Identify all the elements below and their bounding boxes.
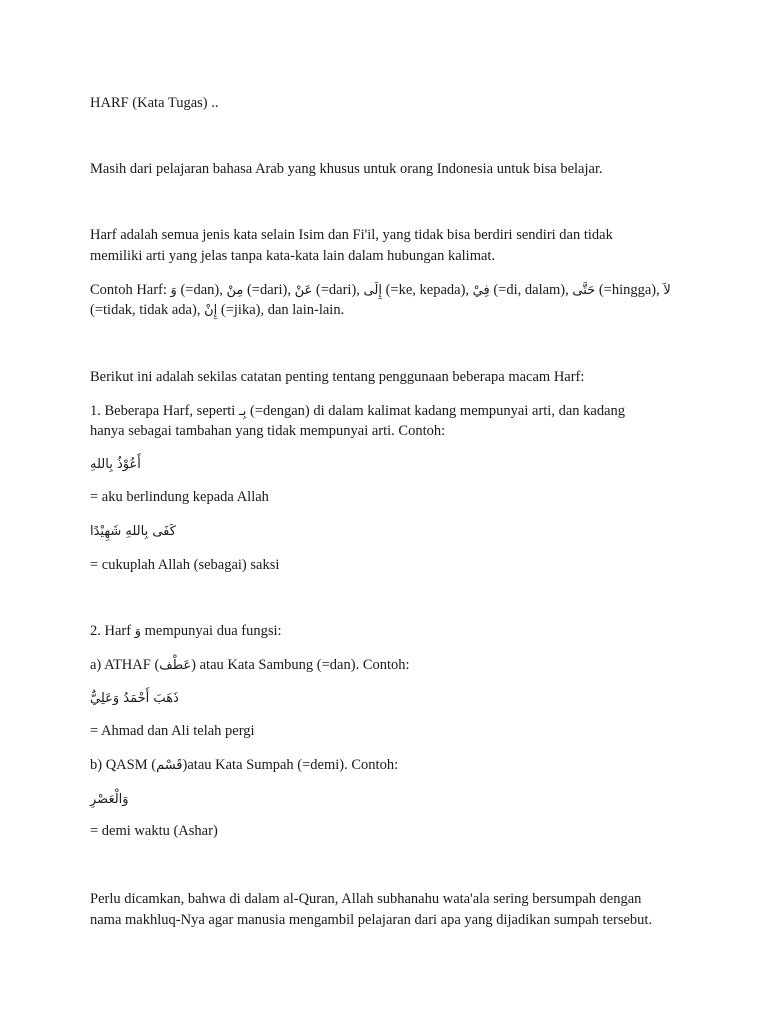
arabic-qasm: قَسْم [156, 758, 183, 773]
athaf-line [90, 655, 410, 676]
arabic-ila: إِلَى [363, 283, 382, 298]
examples-label: Contoh Harf: [90, 282, 167, 298]
point1-example1-translation: = aku berlindung kepada Allah [90, 489, 269, 505]
athaf-example-arabic: ذَهَبَ أَحْمَدُ وَعَلِيٌّ [90, 691, 179, 706]
qasm-example-translation: = demi waktu (Ashar) [90, 823, 218, 839]
notes-intro: Berikut ini adalah sekilas catatan penting tentang penggunaan beberapa macam Harf: [90, 369, 585, 385]
fi-meaning: (=di, dalam), [493, 282, 569, 298]
arabic-hatta: حَتَّى [572, 283, 596, 298]
intro-paragraph: Masih dari pelajaran bahasa Arab yang khusus untuk orang Indonesia untuk bisa belajar. [90, 161, 603, 177]
closing-line-1: Perlu dicamkan, bahwa di dalam al-Quran, Allah subhanahu wata'ala sering bersumpah dengan [90, 891, 642, 907]
point2-heading [90, 621, 282, 642]
qasm-prefix: b) QASM ( [90, 757, 157, 773]
point1-rest: (=dengan) di dalam kalimat kadang mempunyai arti, dan kadang [250, 403, 626, 419]
qasm-rest: )atau Kata Sumpah (=demi). Contoh: [182, 757, 399, 773]
point1-line-1 [90, 401, 625, 422]
closing-line-2: nama makhluq-Nya agar manusia mengambil pelajaran dari apa yang dijadikan sumpah tersebut. [90, 912, 653, 928]
point1-prefix: 1. Beberapa Harf, seperti [90, 403, 236, 419]
athaf-rest: ) atau Kata Sambung (=dan). Contoh: [191, 657, 410, 673]
arabic-in: إِنْ [204, 303, 218, 318]
point2-prefix: 2. Harf [90, 623, 132, 639]
document-title: HARF (Kata Tugas) .. [90, 95, 219, 111]
athaf-example-translation: = Ahmad dan Ali telah pergi [90, 723, 255, 739]
arabic-min: مِنْ [226, 283, 244, 298]
arabic-wa: وَ [170, 283, 177, 298]
qasm-example-arabic: وَالْعَصْرِ [90, 792, 129, 807]
arabic-la: لاَ [663, 283, 671, 298]
ila-meaning: (=ke, kepada), [385, 282, 470, 298]
point1-example2-translation: = cukuplah Allah (sebagai) saksi [90, 557, 280, 573]
point2-rest: mempunyai dua fungsi: [144, 623, 282, 639]
hatta-meaning: (=hingga), [598, 282, 660, 298]
point1-line-2: hanya sebagai tambahan yang tidak mempunyai arti. Contoh: [90, 423, 446, 439]
wa-meaning: (=dan), [180, 282, 223, 298]
in-meaning: (=jika), dan lain-lain. [220, 302, 345, 318]
arabic-athaf: عَطْف [159, 658, 192, 673]
an-meaning: (=dari), [315, 282, 360, 298]
la-meaning: (=tidak, tidak ada), [90, 302, 201, 318]
point1-example2-arabic: كَفَى بِاللهِ شَهِيْدًا [90, 524, 176, 539]
arabic-bi: بِـ [238, 404, 247, 419]
min-meaning: (=dari), [246, 282, 291, 298]
definition-line-2: memiliki arti yang jelas tanpa kata-kata lain dalam hubungan kalimat. [90, 248, 496, 264]
examples-line-2 [90, 300, 344, 321]
qasm-line [90, 755, 398, 776]
examples-line-1 [90, 280, 671, 301]
definition-line-1: Harf adalah semua jenis kata selain Isim dan Fi'il, yang tidak bisa berdiri sendiri dan tidak [90, 227, 613, 243]
arabic-wa-2: وَ [134, 624, 141, 639]
point1-example1-arabic: أَعُوْذُ بِاللهِ [90, 457, 141, 472]
athaf-prefix: a) ATHAF ( [90, 657, 160, 673]
arabic-fi: فِيْ [472, 283, 490, 298]
arabic-an: عَنْ [294, 283, 313, 298]
